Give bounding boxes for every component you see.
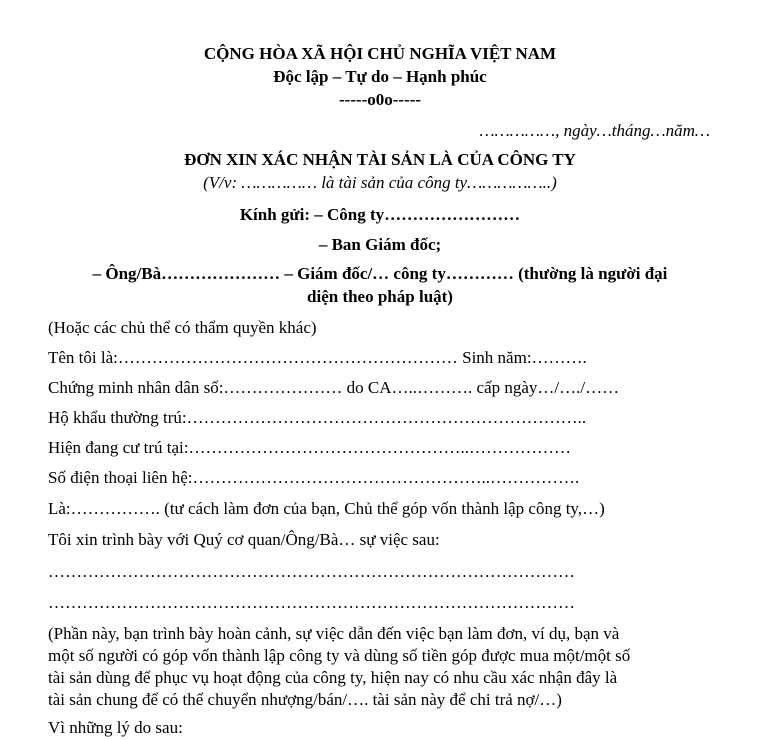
note-line-4: tài sản chung để có thể chuyển nhượng/bán/…. tài sản này để chi trả nợ/…)	[48, 690, 562, 709]
recipient-board: – Ban Giám đốc;	[318, 235, 442, 254]
applicant-role-line: Là:……………. (tư cách làm đơn của bạn, Chủ thể góp vốn thành lập công ty,…)	[48, 499, 605, 518]
national-title: CỘNG HÒA XÃ HỘI CHỦ NGHĨA VIỆT NAM	[203, 44, 557, 63]
dotted-line-2: …………………………………………………………………………………	[48, 593, 575, 612]
document-title: ĐƠN XIN XÁC NHẬN TÀI SẢN LÀ CỦA CÔNG TY	[184, 150, 576, 169]
note-line-3: tài sản dùng để phục vụ hoạt động của công ty, hiện nay có nhu cầu xác nhận đây là	[48, 668, 618, 687]
header-divider: -----o0o-----	[338, 90, 422, 109]
recipient-director-cont: diện theo pháp luật)	[307, 287, 453, 306]
permanent-residence-line: Hộ khẩu thường trú:……………………………………………………………..	[48, 408, 587, 427]
note-line-2: một số người có góp vốn thành lập công ty và dùng số tiền góp được mua một/một số	[48, 646, 631, 665]
motto: Độc lập – Tự do – Hạnh phúc	[273, 67, 487, 86]
reasons-heading: Vì những lý do sau:	[48, 718, 183, 737]
phone-line: Số điện thoại liên hệ:……………………………………………..…………….	[48, 468, 580, 487]
id-card-line: Chứng minh nhân dân số:………………… do CA…..………. cấp ngày…/…./……	[48, 378, 620, 397]
recipient-director: – Ông/Bà………………… – Giám đốc/… công ty………… (thường là người đại	[92, 264, 668, 283]
other-subjects-note: (Hoặc các chủ thể có thẩm quyền khác)	[48, 318, 317, 337]
document-subject: (V/v: …………… là tài sản của công ty……………..)	[203, 173, 557, 192]
date-line: ……………, ngày…tháng…năm…	[479, 121, 710, 140]
recipient-company: Kính gửi: – Công ty……………………	[239, 205, 521, 224]
note-line-1: (Phần này, bạn trình bày hoàn cảnh, sự việc dẫn đến việc bạn làm đơn, ví dụ, bạn và	[48, 624, 620, 643]
presentation-intro: Tôi xin trình bày với Quý cơ quan/Ông/Bà… sự việc sau:	[48, 530, 440, 549]
current-address-line: Hiện đang cư trú tại:…………………………………………..………………	[48, 438, 571, 457]
name-line: Tên tôi là:…………………………………………………… Sinh năm:……….	[48, 348, 587, 367]
dotted-line-1: …………………………………………………………………………………	[48, 562, 575, 581]
